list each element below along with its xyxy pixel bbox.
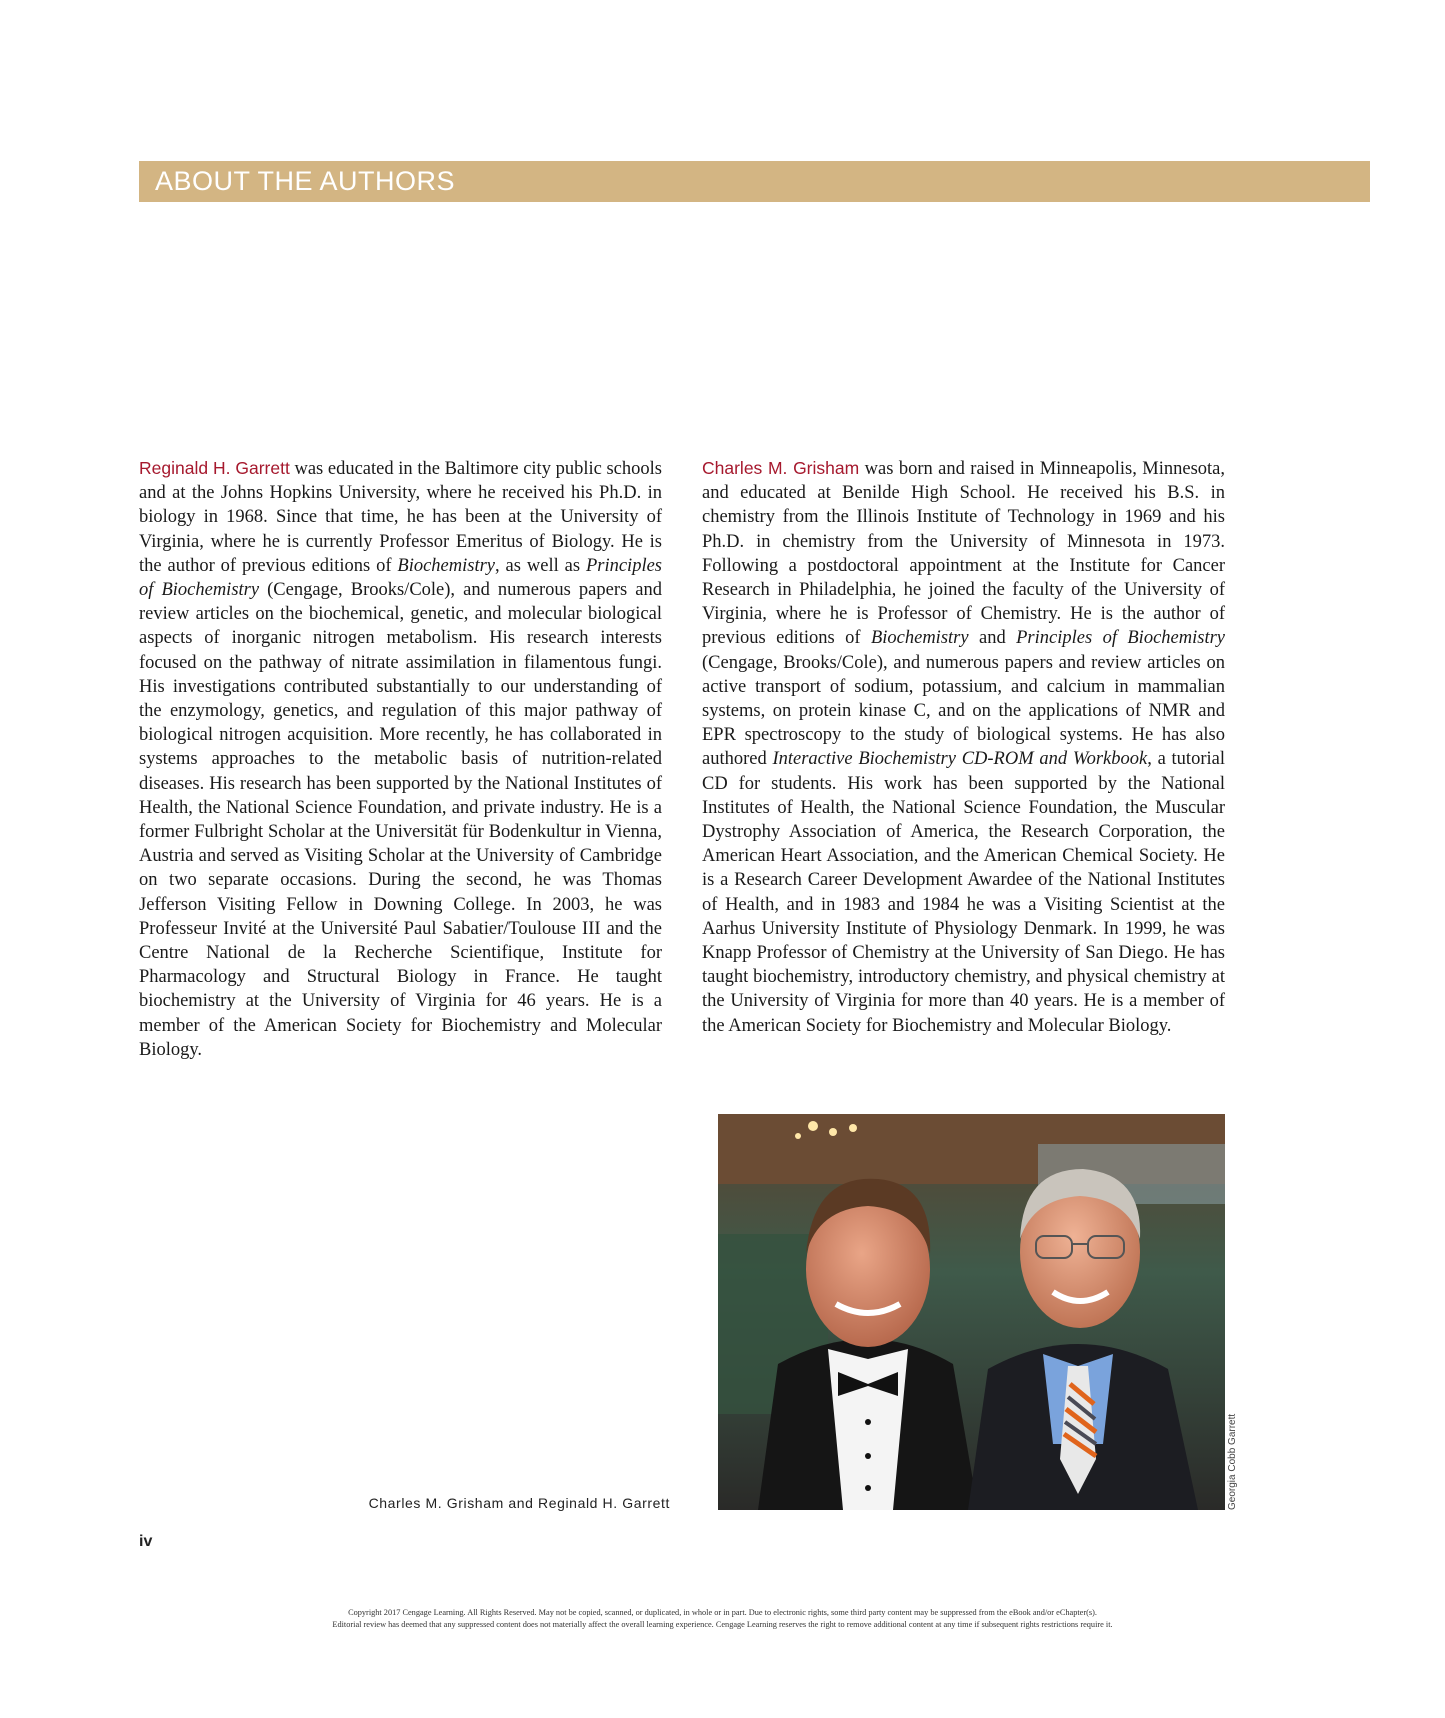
bio-segment: and	[968, 628, 1017, 649]
page-number: iv	[139, 1533, 153, 1550]
italic-title: Biochemistry	[870, 628, 969, 649]
authors-photo	[718, 1114, 1225, 1510]
bio-segment: (Cengage, Brooks/Cole), and numerous papers and review articles on the biochemical, genetic, and molecular biological aspects of inorganic nitrogen metabolism. His research interests focused on the pathway of nitrate assimilation in filamentous fungi. His investigations contributed substantially to our understanding of the enzymology, genetics, and regulation of this major pathway of biological nitrogen acquisition. More recently, he has collaborated in systems approaches to the metabolic basis of nutrition-related diseases. His research has been supported by the National Institutes of Health, the National Science Foundation, and private industry. He is a former Fulbright Scholar at the Universität für Bodenkultur in Vienna, Austria and served as Visiting Scholar at the University of Cambridge on two separate occasions. During the second, he was Thomas Jefferson Visiting Fellow in Downing College. In 2003, he was Professeur Invité at the Université Paul Sabatier/Toulouse III and the Centre National de la Recherche Scientifique, Institute for Pharmacology and Structural Biology in France. He taught biochemistry at the University of Virginia for 46 years. He is a member of the American Society for Biochemistry and Molecular Biology.	[139, 580, 662, 1060]
photo-caption: Charles M. Grisham and Reginald H. Garrett	[368, 1495, 670, 1511]
bio-text-grisham	[702, 459, 1225, 1036]
bio-segment: , as well as	[495, 555, 586, 576]
bio-segment: , a tutorial CD for students. His work has been supported by the National Institutes of Health, the National Science Foundation, the Muscular Dystrophy Association of America, the Research Corporation, the American Heart Association, and the American Chemical Society. He is a Research Career Development Awardee of the National Institutes of Health, and in 1983 and 1984 he was a Visiting Scientist at the Aarhus University Institute of Physiology Denmark. In 1999, he was Knapp Professor of Chemistry at the University of San Diego. He has taught biochemistry, introductory chemistry, and physical chemistry at the University of Virginia for more than 40 years. He is a member of the American Society for Biochemistry and Molecular Biology.	[702, 749, 1225, 1036]
copyright-footer	[180, 1607, 1265, 1631]
author-bio-grisham	[702, 456, 1225, 1038]
author-name-grisham: Charles M. Grisham	[702, 458, 860, 478]
section-header-bar	[139, 161, 1370, 202]
author-name-garrett: Reginald H. Garrett	[139, 458, 290, 478]
italic-title: Principles of Biochemistry	[1016, 628, 1225, 649]
italic-title: Principles of Biochemistry	[139, 555, 662, 601]
bio-text-garrett	[139, 459, 662, 1060]
italic-title: Interactive Biochemistry CD-ROM and Workbook	[772, 749, 1148, 770]
footer-line-2: Editorial review has deemed that any suppressed content does not materially affect the overall learning experience. Cengage Learning reserves the right to remove additional content at any time if subsequent rights restrictions require it.	[332, 1620, 1113, 1629]
section-title: ABOUT THE AUTHORS	[155, 166, 456, 196]
italic-title: Biochemistry	[397, 555, 496, 576]
bio-segment: (Cengage, Brooks/Cole), and numerous papers and review articles on active transport of sodium, potassium, and calcium in mammalian systems, on protein kinase C, and on the applications of NMR and EPR spectroscopy to the study of biological systems. He has also authored	[702, 652, 1225, 770]
author-bio-garrett	[139, 456, 662, 1062]
photo-credit: Georgia Cobb Garrett	[1227, 1413, 1238, 1510]
footer-line-1: Copyright 2017 Cengage Learning. All Rights Reserved. May not be copied, scanned, or duplicated, in whole or in part. Due to electronic rights, some third party content may be suppressed from the eBook and/or eChapter(s).	[348, 1608, 1097, 1617]
bio-segment: was educated in the Baltimore city public schools and at the Johns Hopkins University, where he received his Ph.D. in biology in 1968. Since that time, he has been at the University of Virginia, where he is currently Professor Emeritus of Biology. He is the author of previous editions of	[139, 459, 662, 576]
authors-photo-illustration	[718, 1114, 1225, 1510]
bio-segment: was born and raised in Minneapolis, Minnesota, and educated at Benilde High School. He received his B.S. in chemistry from the Illinois Institute of Technology in 1969 and his Ph.D. in chemistry from the University of Minnesota in 1973. Following a postdoctoral appointment at the Institute for Cancer Research in Philadelphia, he joined the faculty of the University of Virginia, where he is Professor of Chemistry. He is the author of previous editions of	[702, 459, 1226, 649]
